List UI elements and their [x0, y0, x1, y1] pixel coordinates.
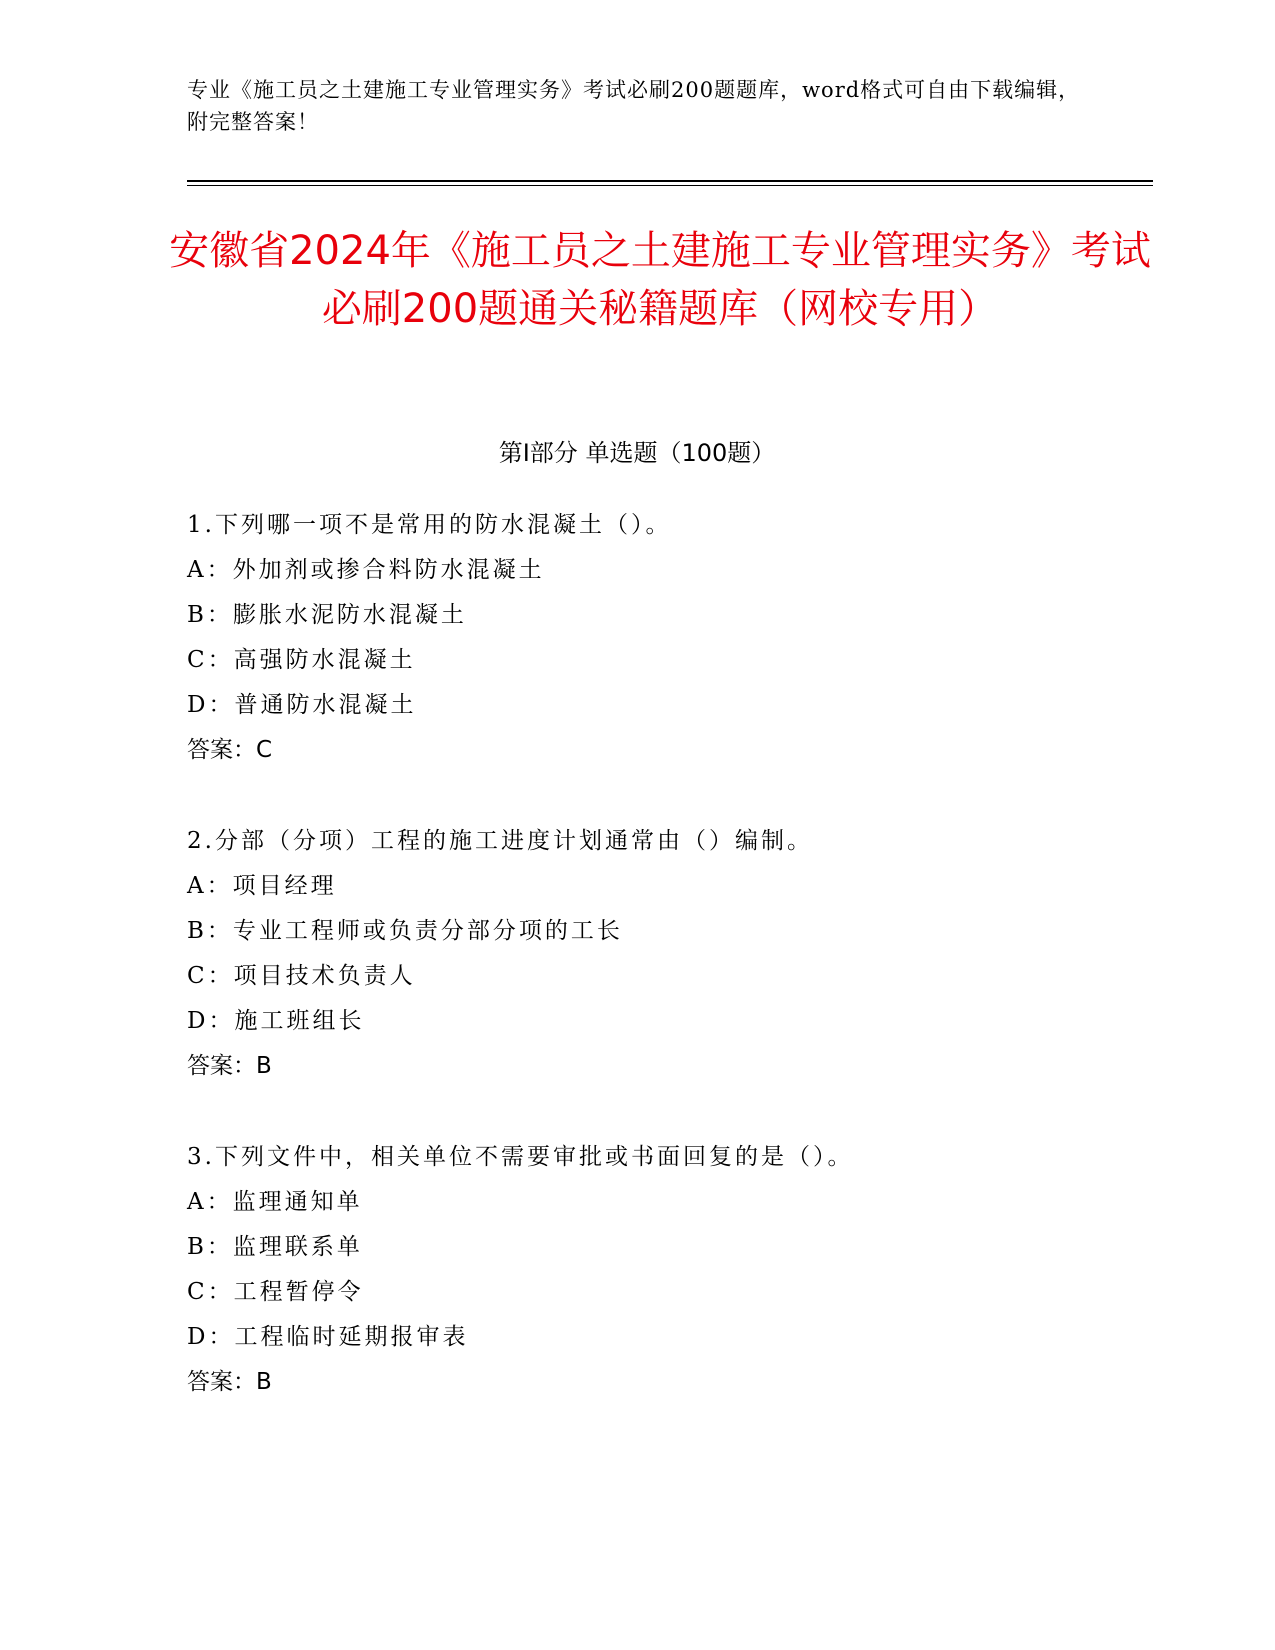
answer: 答案：C [187, 737, 273, 763]
header-rule-thick [187, 180, 1153, 182]
option-a: A：外加剂或掺合料防水混凝土 [187, 557, 545, 583]
question-1 [187, 503, 1147, 773]
header-note: 专业《施工员之土建施工专业管理实务》考试必刷200题题库，word格式可自由下载编辑，附完整答案！ [187, 78, 1081, 134]
option-d: D：工程临时延期报审表 [187, 1324, 469, 1350]
option-d: D：施工班组长 [187, 1008, 365, 1034]
question-3 [187, 1135, 1147, 1405]
question-2 [187, 819, 1147, 1089]
option-c: C：高强防水混凝土 [187, 647, 416, 673]
question-stem: 1.下列哪一项不是常用的防水混凝土（）。 [187, 512, 672, 538]
header-rule-thin [187, 185, 1153, 186]
document-title: 安徽省2024年《施工员之土建施工专业管理实务》考试必刷200题通关秘籍题库（网校专用） [169, 228, 1151, 332]
section-heading: 第I部分 单选题（100题） [498, 439, 776, 467]
question-stem: 3.下列文件中，相关单位不需要审批或书面回复的是（）。 [187, 1144, 854, 1170]
option-b: B：专业工程师或负责分部分项的工长 [187, 918, 623, 944]
option-c: C：项目技术负责人 [187, 963, 416, 989]
answer: 答案：B [187, 1369, 272, 1395]
answer: 答案：B [187, 1053, 272, 1079]
option-d: D：普通防水混凝土 [187, 692, 417, 718]
option-c: C：工程暂停令 [187, 1279, 364, 1305]
option-b: B：监理联系单 [187, 1234, 363, 1260]
option-b: B：膨胀水泥防水混凝土 [187, 602, 467, 628]
question-stem: 2.分部（分项）工程的施工进度计划通常由（）编制。 [187, 828, 813, 854]
option-a: A：监理通知单 [187, 1189, 363, 1215]
option-a: A：项目经理 [187, 873, 337, 899]
